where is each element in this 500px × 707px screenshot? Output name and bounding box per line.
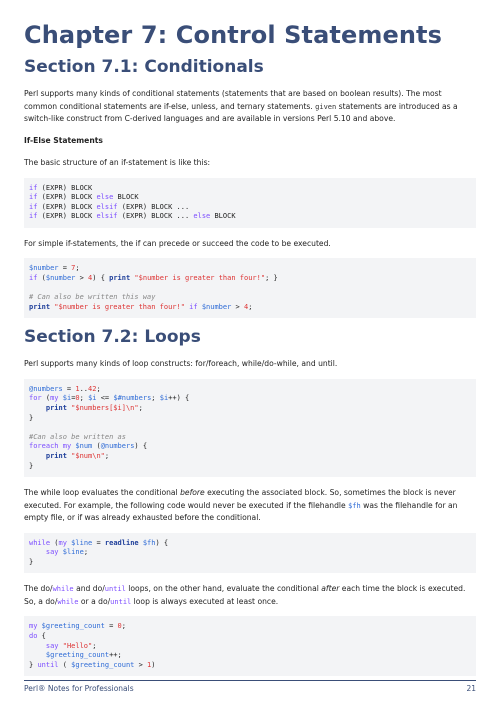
do-text-b: and do/ <box>76 584 105 594</box>
do-text-a: The do/ <box>24 584 53 594</box>
code-block-do-until: my $greeting_count = 0; do { say "Hello"; $greeting_count++; } until ( $greeting_count > 1) <box>24 616 476 676</box>
conditionals-intro <box>24 88 476 126</box>
do-text-c: loops, on the other hand, evaluate the conditional <box>128 584 319 594</box>
code-block-simple-if: $number = 7; if ($number > 4) { print "$number is greater than four!"; } # Can also be written this way print "$number is greater than four!" if $number > 4; <box>24 258 476 318</box>
code-block-while: while (my $line = readline $fh) { say $line; } <box>24 533 476 574</box>
section-conditionals-title: Section 7.1: Conditionals <box>24 57 264 77</box>
loops-intro: Perl supports many kinds of loop constructs: for/foreach, while/do-while, and until. <box>24 359 338 369</box>
conditionals-intro-text-a: Perl supports many kinds of conditional statements (statements that are based on boolean results). The most common conditional statements are if-else, unless, and ternary statements. <box>24 89 442 111</box>
basic-structure-text: The basic structure of an if-statement is like this: <box>24 158 211 167</box>
do-after-emphasis: after <box>321 584 340 594</box>
while-text-c: was the filehandle for an empty file, or if was already exhausted before the conditional. <box>24 500 458 523</box>
given-keyword: given <box>315 102 337 111</box>
while-text-a: The while loop evaluates the conditional <box>24 488 178 498</box>
code-block-for-loops: @numbers = 1..42; for (my $i=0; $i <= $#numbers; $i++) { print "$numbers[$i]\n"; } #Can also be written as foreach my $num (@numbers) { print "$num\n"; } <box>24 379 476 477</box>
do-text-e: or a do/ <box>80 596 111 606</box>
simple-if-text: For simple if-statements, the if can precede or succeed the code to be executed. <box>24 238 331 248</box>
conditionals-intro-text-b: statements are introduced as a switch-like construct from C-derived languages and are available in versions Perl 5.10 and above. <box>24 101 458 123</box>
chapter-title: Chapter 7: Control Statements <box>24 21 442 49</box>
while-explanation <box>24 487 476 525</box>
do-text-d: each time the block is executed. So, a do/ <box>24 584 466 606</box>
footer-page-number: 21 <box>466 684 476 693</box>
while-text-b: executing the associated block. So, sometimes the block is never executed. For example, the following code would never be executed if the filehandle <box>24 488 456 510</box>
if-else-subheading: If-Else Statements <box>24 135 103 145</box>
page-footer <box>24 680 476 693</box>
until-keyword-2: until <box>110 597 132 606</box>
do-while-explanation <box>24 583 476 608</box>
do-text-f: loop is always executed at least once. <box>133 596 279 606</box>
until-keyword: until <box>104 585 126 594</box>
footer-book-title: Perl® Notes for Professionals <box>24 684 134 693</box>
while-keyword-2: while <box>57 597 79 606</box>
while-before-emphasis: before <box>180 488 205 498</box>
code-block-if-structure: if (EXPR) BLOCK if (EXPR) BLOCK else BLOCK if (EXPR) BLOCK elsif (EXPR) BLOCK ... if (EXPR) BLOCK elsif (EXPR) BLOCK ... else BLOCK <box>24 178 476 228</box>
fh-variable: $fh <box>348 501 361 510</box>
section-loops-title: Section 7.2: Loops <box>24 327 201 348</box>
while-keyword: while <box>52 585 74 594</box>
